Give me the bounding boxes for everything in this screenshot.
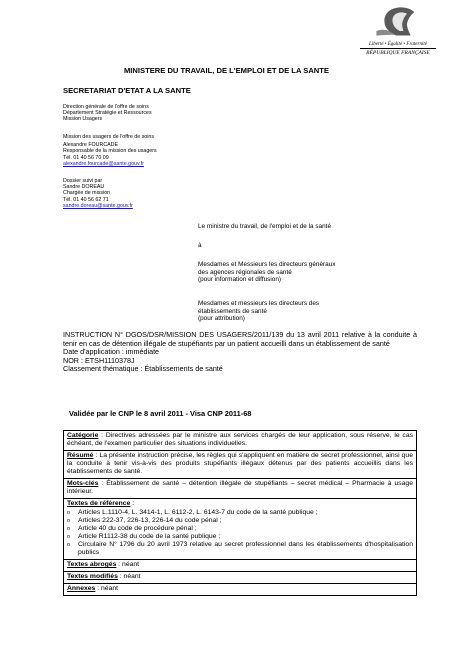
categorie-cell xyxy=(64,431,417,451)
recipient-line: établissements de santé xyxy=(198,307,267,315)
mission-role: Responsable de la mission des usagers xyxy=(63,148,157,155)
motscles-text: : Établissement de santé – détention illégale de stupéfiants – secret médical – Pharmacie à usage intérieur. xyxy=(67,480,413,495)
table-row xyxy=(64,499,417,560)
letter-from: Le ministre du travail, de l'emploi et de la santé xyxy=(198,223,332,230)
annexes-label: Annexes xyxy=(67,585,96,592)
recipient-line: (pour attribution) xyxy=(198,315,245,323)
table-row xyxy=(64,572,417,584)
recipient-group-etablissements xyxy=(198,300,319,323)
dossier-role: Chargée de mission xyxy=(63,190,111,197)
republic-motto: Liberté • Égalité • Fraternité xyxy=(369,42,427,47)
motscles-cell xyxy=(64,479,417,499)
recipient-line: (pour information et diffusion) xyxy=(198,276,282,284)
dossier-email-link[interactable]: sandre.doreau@sante.gouv.fr xyxy=(63,202,133,209)
direction-line: Direction générale de l'offre de soins xyxy=(63,104,149,110)
references-colon: : xyxy=(130,500,135,507)
instruction-classement: Classement thématique : Établissements de santé xyxy=(63,364,223,374)
table-row xyxy=(64,479,417,499)
recipient-group-ars xyxy=(198,261,335,284)
references-cell xyxy=(64,499,417,560)
categorie-text: : Directives adressées par le ministre aux services chargés de leur application, sous réserve, le cas échéant, de l'examen particulier des situations individuelles. xyxy=(67,432,413,447)
categorie-label: Catégorie xyxy=(67,432,99,439)
resume-cell xyxy=(64,451,417,479)
references-list xyxy=(67,509,413,557)
mission-title: Mission des usagers de l'offre de soins xyxy=(63,134,155,140)
mission-email-link[interactable]: alexandre.fourcade@sante.gouv.fr xyxy=(63,160,144,167)
table-row xyxy=(64,431,417,451)
cnp-validation: Validée par le CNP le 8 avril 2011 - Visa CNP 2011-68 xyxy=(69,409,252,418)
resume-text: : La présente instruction précise, les règles qui s'appliquent en matière de secret professionnel, ainsi que la conduite à tenir vis-à-vis des produits stupéfiants illégaux détenus par des patients accueillis dans les établissements de santé. xyxy=(67,452,413,475)
mission-name: Alexandre FOURCADE xyxy=(63,142,119,149)
mission-block xyxy=(63,134,157,167)
abroges-text: : néant xyxy=(116,561,140,568)
table-row xyxy=(64,560,417,572)
list-item: o Articles 222-37, 226-13, 226-14 du code pénal ; xyxy=(67,517,413,525)
recipient-line: Mesdames et Messieurs les directeurs généraux xyxy=(198,261,336,268)
dossier-tel: Tél. 01 40 56 62 71 xyxy=(63,196,109,203)
ministry-heading: MINISTERE DU TRAVAIL, DE L'EMPLOI ET DE LA SANTE xyxy=(123,66,329,75)
list-item: o Article 40 du code de procédure pénal ; xyxy=(67,525,413,533)
instruction-date: Date d'application : immédiate xyxy=(63,347,160,357)
dossier-block xyxy=(63,178,133,209)
letter-to-marker: à xyxy=(198,242,202,249)
instruction-nor: NOR : ETSH1110378J xyxy=(63,355,135,365)
dossier-title: Dossier suivi par xyxy=(63,178,103,184)
republique-francaise-label: RÉPUBLIQUE FRANÇAISE xyxy=(360,48,436,56)
modifies-text: : néant xyxy=(117,573,141,580)
secretariat-heading: SECRETARIAT D'ETAT A LA SANTE xyxy=(63,86,191,95)
direction-line: Département Stratégie et Ressources xyxy=(63,110,152,117)
direction-line: Mission Usagers xyxy=(63,116,103,123)
republique-logo xyxy=(352,4,444,64)
abroges-label: Textes abrogés xyxy=(67,561,117,568)
modifies-cell xyxy=(64,572,417,584)
instruction-block xyxy=(63,331,417,374)
recipient-line: des agences régionales de santé xyxy=(198,268,292,276)
abroges-cell xyxy=(64,560,417,572)
marianne-logo-icon xyxy=(371,4,425,40)
mission-tel: Tél. 01 40 56 70 09 xyxy=(63,154,109,161)
direction-block xyxy=(63,104,152,123)
instruction-title: INSTRUCTION N° DGOS/DSR/MISSION DES USAGERS/2011/139 du 13 avril 2011 relative à la conduite à tenir en cas de détention illégale de stupéfiants par un patient accueilli dans un établissement de santé xyxy=(63,330,417,348)
summary-table xyxy=(63,430,417,596)
dossier-name: Sandre DOREAU xyxy=(63,184,105,191)
table-row xyxy=(64,584,417,596)
resume-label: Résumé xyxy=(67,452,94,459)
modifies-label: Textes modifiés xyxy=(67,573,118,580)
list-item: o Articles L.1110-4, L. 3414-1, L. 6112-2, L. 6143-7 du code de la santé publique ; xyxy=(67,509,413,517)
references-label: Textes de référence xyxy=(67,500,131,507)
annexes-text: : néant xyxy=(95,585,119,592)
annexes-cell xyxy=(64,584,417,596)
list-item: o Circulaire N° 1796 du 20 avril 1973 relative au secret professionnel dans les établissements d'hospitalisation publics xyxy=(67,541,413,557)
list-item: o Article R1112-38 du code de la santé publique ; xyxy=(67,533,413,541)
table-row xyxy=(64,451,417,479)
recipient-line: Mesdames et messieurs les directeurs des xyxy=(198,300,320,307)
motscles-label: Mots-clés xyxy=(67,480,99,487)
